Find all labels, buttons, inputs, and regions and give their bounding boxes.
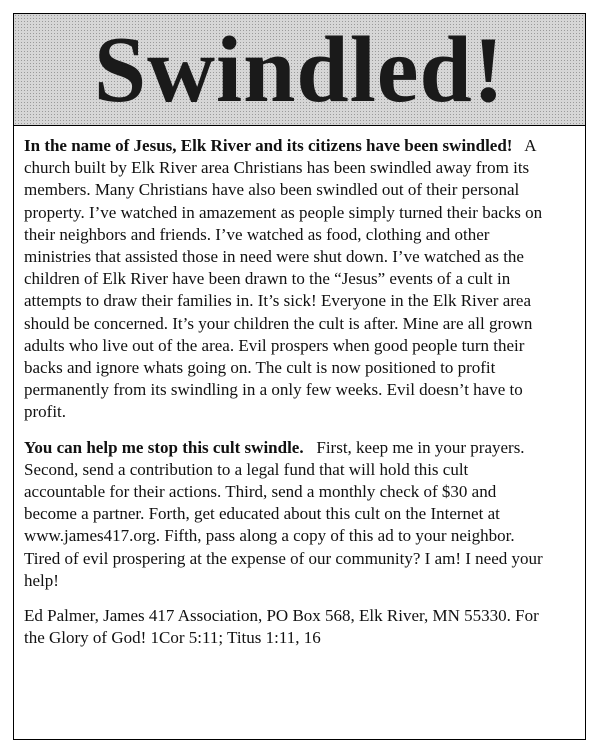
- paragraph-call-to-action: [24, 437, 552, 592]
- intro-body: A church built by Elk River area Christians has been swindled away from its members. Many Christians have also been swindled out of their personal property. I’ve watched in amazement as people simply turned their backs on their neighbors and friends. I’ve watched as food, clothing and other ministries that assisted those in need were shut down. I’ve watched as the children of Elk River have been drawn to the “Jesus” events of a cult in attempts to draw their families in. It’s sick! Everyone in the Elk River area should be concerned. It’s your children the cult is after. Mine are all grown adults who live out of the area. Evil prospers when good people turn their backs and ignore whats going on. The cult is now positioned to profit permanently from its swindling in a only few weeks. Evil doesn’t have to profit.: [24, 136, 543, 422]
- ad-body: [24, 135, 552, 649]
- intro-lead: In the name of Jesus, Elk River and its citizens have been swindled!: [24, 136, 513, 155]
- signature: Ed Palmer, James 417 Association, PO Box 568, Elk River, MN 55330. For the Glory of God! 1Cor 5:11; Titus 1:11, 16: [24, 606, 539, 648]
- headline: Swindled!: [93, 18, 506, 122]
- call-to-action-lead: You can help me stop this cult swindle.: [24, 437, 304, 457]
- headline-banner: [14, 14, 585, 126]
- paragraph-intro: [24, 135, 552, 424]
- call-to-action-body: First, keep me in your prayers. Second, send a contribution to a legal fund that will hold this cult accountable for their actions. Third, send a monthly check of $30 and become a partner. Forth, get educated about this cult on the Internet at www.james417.org. Fifth, pass along a copy of this ad to your neighbor. Tired of evil prospering at the expense of our community? I am! I need your help!: [24, 437, 543, 590]
